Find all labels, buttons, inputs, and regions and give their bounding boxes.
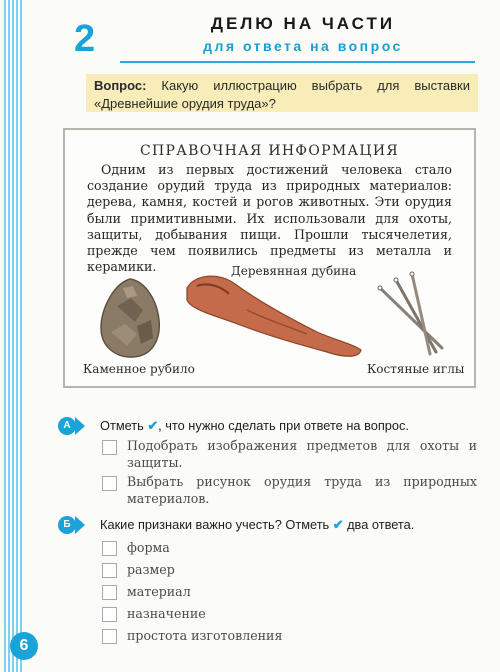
margin-line <box>8 0 10 672</box>
stone-axe-illustration <box>97 276 163 360</box>
option-b4-label: назначение <box>127 606 206 621</box>
reference-text: Одним из первых достижений человека стало создание орудий труда из природных материалов: дерева, камня, костей и рогов животных. Эти орудия были примитивными. Их использовали для охоты, защиты, добывания пищи. Прошли тысячелетия, прежде чем появились предметы из металла и керамики. <box>87 162 452 275</box>
checkmark-icon: ✔ <box>332 517 344 532</box>
option-b1-label: форма <box>127 540 170 555</box>
bone-needles-illustration <box>370 270 450 356</box>
reference-box <box>63 128 476 388</box>
task-a-marker: А <box>58 417 76 435</box>
page-number: 6 <box>10 632 38 660</box>
option-a2-checkbox[interactable] <box>102 476 117 491</box>
caption-needles: Костяные иглы <box>367 362 465 376</box>
option-b3-label: материал <box>127 584 191 599</box>
option-b2-checkbox[interactable] <box>102 563 117 578</box>
chapter-number: 2 <box>74 18 96 60</box>
task-b-marker-tail <box>75 516 85 534</box>
caption-axe: Каменное рубило <box>83 362 195 376</box>
caption-club: Деревянная дубина <box>231 264 357 278</box>
task-b-marker: Б <box>58 516 76 534</box>
question-label: Вопрос: <box>94 78 147 93</box>
option-a2-label: Выбрать рисунок орудия труда из природных материалов. <box>127 474 477 506</box>
question-box <box>86 74 478 112</box>
margin-line <box>20 0 22 672</box>
option-b5-checkbox[interactable] <box>102 629 117 644</box>
page-title: ДЕЛЮ НА ЧАСТИ <box>210 14 396 33</box>
option-b5-label: простота изготовления <box>127 628 283 643</box>
checkmark-icon: ✔ <box>147 418 159 433</box>
title-divider <box>120 61 475 63</box>
option-b4-checkbox[interactable] <box>102 607 117 622</box>
option-a1-label: Подобрать изображения предметов для охоты и защиты. <box>127 438 477 470</box>
task-a-prompt: Отметь ✔, что нужно сделать при ответе на вопрос. <box>100 418 409 433</box>
task-a-marker-tail <box>75 417 85 435</box>
question-text: Какую иллюстрацию выбрать для выставки «Древнейшие орудия труда»? <box>94 78 470 111</box>
margin-line <box>4 0 6 672</box>
option-b3-checkbox[interactable] <box>102 585 117 600</box>
wooden-club-illustration <box>177 270 367 362</box>
option-a1-checkbox[interactable] <box>102 440 117 455</box>
option-b1-checkbox[interactable] <box>102 541 117 556</box>
option-b2-label: размер <box>127 562 175 577</box>
task-b-prompt: Какие признаки важно учесть? Отметь ✔ два ответа. <box>100 517 415 532</box>
margin-line <box>16 0 18 672</box>
margin-line <box>12 0 14 672</box>
reference-title: СПРАВОЧНАЯ ИНФОРМАЦИЯ <box>140 143 399 159</box>
page-subtitle: для ответа на вопрос <box>203 38 403 54</box>
